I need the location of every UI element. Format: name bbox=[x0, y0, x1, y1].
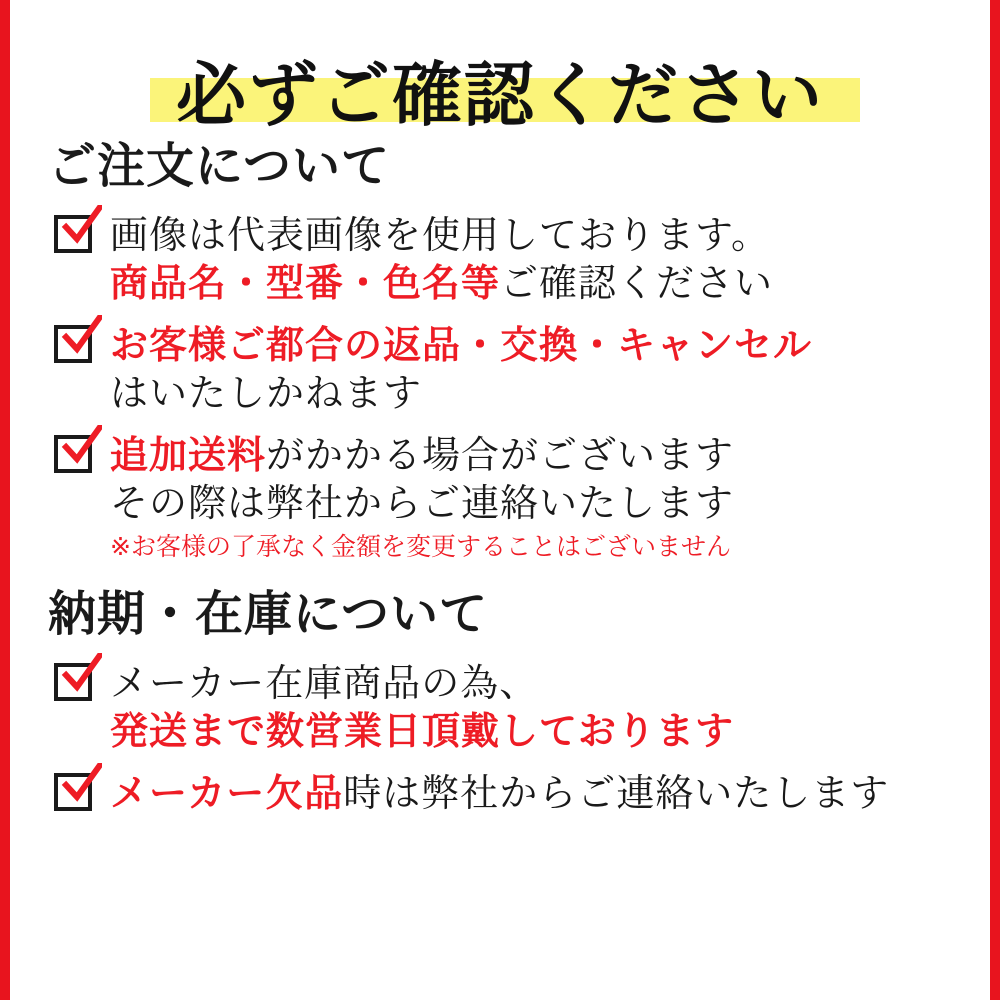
right-red-bar bbox=[990, 0, 1000, 1000]
section-heading-orders: ご注文について bbox=[48, 138, 391, 194]
item-line-black: がかかる場合がございます bbox=[266, 433, 735, 477]
check-mark-icon bbox=[60, 315, 102, 357]
item-line: 画像は代表画像を使用しております。 bbox=[110, 213, 770, 257]
left-red-bar bbox=[0, 0, 10, 1000]
item-line-black: ご確認ください bbox=[500, 261, 774, 305]
item-line bbox=[110, 259, 990, 307]
item-line bbox=[110, 769, 990, 817]
item-line-black: 時は弊社からご連絡いたします bbox=[343, 771, 890, 815]
check-mark-icon bbox=[60, 653, 102, 695]
item-line-red: 商品名・型番・色名等 bbox=[110, 261, 501, 305]
item-line-red: メーカー欠品 bbox=[110, 771, 344, 815]
checkbox-checked-icon bbox=[54, 215, 92, 253]
item-note: ※お客様の了承なく金額を変更することはございません bbox=[110, 532, 731, 561]
page-title bbox=[10, 30, 990, 135]
item-line: はいたしかねます bbox=[110, 371, 423, 415]
delivery-item-list bbox=[10, 659, 990, 817]
item-line: お客様ご都合の返品・交換・キャンセル bbox=[110, 323, 813, 367]
item-line: 発送まで数営業日頂戴しております bbox=[110, 709, 735, 753]
list-item bbox=[54, 321, 990, 417]
item-line: メーカー在庫商品の為、 bbox=[110, 661, 539, 705]
check-mark-icon bbox=[60, 205, 102, 247]
checkbox-checked-icon bbox=[54, 773, 92, 811]
item-line-red: 追加送料 bbox=[110, 433, 267, 477]
check-mark-icon bbox=[60, 425, 102, 467]
item-line: その際は弊社からご連絡いたします bbox=[110, 481, 735, 525]
list-item bbox=[54, 659, 990, 755]
list-item bbox=[54, 431, 990, 565]
content-area bbox=[10, 0, 990, 1000]
orders-item-list bbox=[10, 211, 990, 565]
title-text: 必ずご確認ください bbox=[176, 54, 824, 136]
checkbox-checked-icon bbox=[54, 663, 92, 701]
item-line bbox=[110, 431, 990, 479]
check-mark-icon bbox=[60, 763, 102, 805]
list-item bbox=[54, 769, 990, 817]
list-item bbox=[54, 211, 990, 307]
checkbox-checked-icon bbox=[54, 435, 92, 473]
checkbox-checked-icon bbox=[54, 325, 92, 363]
section-heading-delivery: 納期・在庫について bbox=[48, 586, 489, 642]
